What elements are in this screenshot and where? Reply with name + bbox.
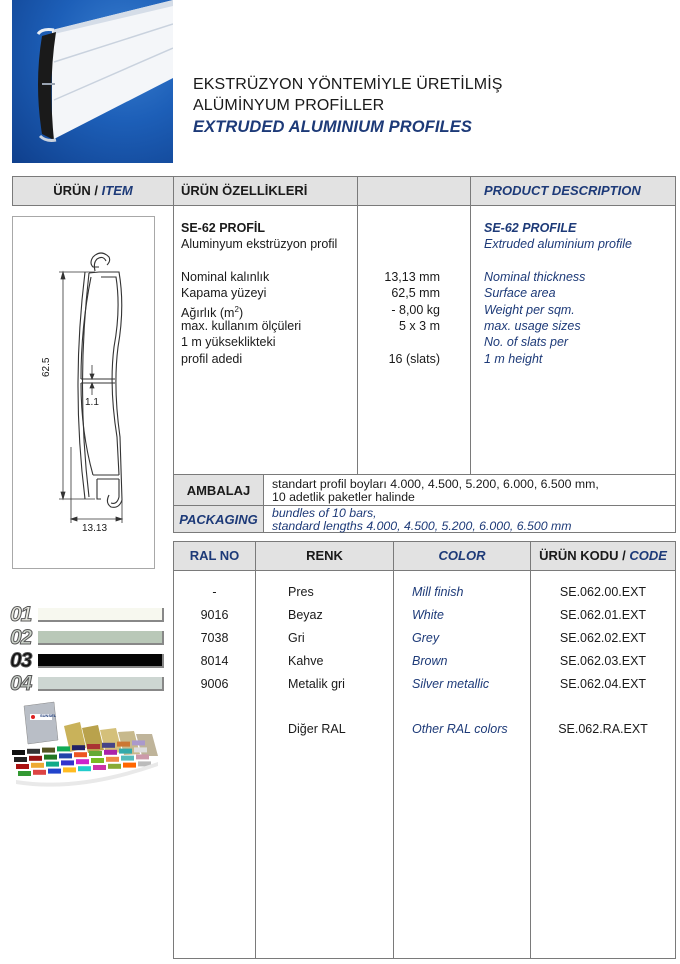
header-code-tr: ÜRÜN KODU / [539, 548, 630, 563]
spec-row-label-en: 1 m height [484, 352, 543, 366]
spec-row-label-tr: profil adedi [181, 352, 243, 366]
color-swatch [10, 626, 156, 649]
fan-chip [27, 749, 40, 754]
color-row-code: SE.062.RA.EXT [558, 722, 648, 736]
fan-chip [57, 746, 70, 751]
spec-table-body [173, 206, 676, 474]
spec-row-label-tr: Nominal kalınlık [181, 270, 270, 284]
weight-label-main: Ağırlık (m [181, 306, 235, 321]
product-subtitle-en: Extruded aluminium profile [484, 237, 632, 251]
packaging-text-tr-line2: 10 adetlik paketler halinde [272, 489, 415, 504]
color-row-ral: 7038 [200, 631, 229, 645]
fan-deck-illustration [8, 700, 158, 792]
packaging-text-en-line2: standard lengths 4.000, 4.500, 5.200, 6.000, 6.500 mm [272, 518, 572, 533]
fan-chip [108, 764, 121, 769]
spec-row-label-en: max. usage sizes [484, 319, 581, 333]
spec-row-value: 16 (slats) [388, 352, 440, 366]
color-row-ral: 8014 [200, 654, 229, 668]
header-item-en: ITEM [101, 183, 133, 198]
swatch-number: 01 [10, 603, 32, 626]
color-row-ral: 9016 [200, 608, 229, 622]
fan-chip [61, 760, 74, 765]
fan-chip [119, 749, 132, 754]
color-row-code: SE.062.02.EXT [559, 631, 647, 645]
spec-row-value: 62,5 mm [391, 286, 440, 300]
color-row-color: Mill finish [412, 585, 464, 599]
color-row-ral: - [212, 585, 217, 599]
spec-row-label-tr: 1 m yükseklikteki [181, 335, 276, 349]
fan-chip [16, 764, 29, 769]
fan-chip [106, 757, 119, 762]
color-row-ral: 9006 [200, 677, 229, 691]
swatch-bar [38, 608, 164, 622]
packaging-text-tr-line1: standart profil boyları 4.000, 4.500, 5.200, 6.000, 6.500 mm, [272, 477, 599, 491]
profile-drawing-box [12, 216, 155, 569]
fan-chip [134, 747, 147, 752]
spec-row-value: - 8,00 kg [391, 303, 440, 317]
header-renk: RENK [306, 548, 343, 563]
fan-chip [136, 754, 149, 759]
spec-row-value: 13,13 mm [384, 270, 440, 284]
spec-row-label-en: Nominal thickness [484, 270, 586, 284]
fan-chip [33, 770, 46, 775]
spec-table-header [12, 176, 676, 206]
title-tr-line1: EKSTRÜZYON YÖNTEMİYLE ÜRETİLMİŞ [193, 76, 503, 93]
fan-chip [44, 755, 57, 760]
weight-label-sup: 2 [234, 305, 239, 314]
packaging-label-en: PACKAGING [174, 506, 264, 532]
swatch-bar [38, 631, 164, 645]
aluminium-slat-illustration [12, 0, 173, 163]
color-row-renk: Gri [288, 631, 305, 645]
color-swatch [10, 603, 156, 626]
fan-chip [48, 769, 61, 774]
spec-row-label-en: No. of slats per [484, 335, 569, 349]
spec-row-value: 5 x 3 m [399, 319, 440, 333]
fan-chip [59, 753, 72, 758]
fan-chip [31, 763, 44, 768]
swatch-bar [38, 677, 164, 691]
product-name-tr: SE-62 PROFİL [181, 221, 266, 235]
color-swatch [10, 649, 156, 672]
packaging-label-tr: AMBALAJ [174, 475, 264, 505]
dimension-height-label: 62.5 [41, 357, 52, 377]
fan-chip [132, 740, 145, 745]
header-item-tr: ÜRÜN / [53, 183, 102, 198]
packaging-text-en [272, 507, 571, 532]
fan-chip [42, 748, 55, 753]
color-row-color: Other RAL colors [412, 722, 508, 736]
ral-fan-deck-image [8, 700, 158, 792]
spec-row-label-en: Surface area [484, 286, 556, 300]
fan-chip [104, 750, 117, 755]
header-code-en: CODE [629, 548, 667, 563]
packaging-row-en [173, 505, 676, 533]
packaging-text-en-line1: bundles of 10 bars, [272, 506, 377, 520]
product-name-en: SE-62 PROFILE [484, 221, 577, 235]
spec-row-label-en: Weight per sqm. [484, 303, 575, 317]
color-row-renk: Diğer RAL [288, 722, 346, 736]
title-tr-line2: ALÜMİNYUM PROFİLLER [193, 97, 385, 114]
color-row-code: SE.062.04.EXT [559, 677, 647, 691]
header-item [13, 177, 173, 205]
fan-chip [93, 765, 106, 770]
swatch-number: 02 [10, 626, 32, 649]
weight-label-end: ) [238, 306, 244, 321]
fan-chip [14, 757, 27, 762]
fan-chip [87, 744, 100, 749]
spec-row-label-tr: max. kullanım ölçüleri [181, 319, 302, 333]
profile-cross-section-drawing [13, 217, 154, 568]
color-table-body [173, 570, 676, 959]
swatch-bar [38, 654, 164, 668]
color-row-code: SE.062.03.EXT [559, 654, 647, 668]
fan-chip [29, 756, 42, 761]
fan-chip [123, 763, 136, 768]
spec-row-label-tr: Kapama yüzeyi [181, 286, 267, 300]
dimension-wall-label: 1.1 [85, 397, 99, 408]
color-row-code: SE.062.01.EXT [559, 608, 647, 622]
product-subtitle-tr: Aluminyum ekstrüzyon profil [181, 237, 338, 251]
header-code [531, 542, 675, 570]
header-description: PRODUCT DESCRIPTION [484, 183, 641, 198]
header-color: COLOR [438, 548, 486, 563]
packaging-row-tr [173, 474, 676, 506]
dimension-width-label: 13.13 [82, 523, 108, 534]
header-ral-no: RAL NO [189, 548, 240, 563]
fan-chip [72, 745, 85, 750]
fan-chip [76, 759, 89, 764]
color-table-header [173, 541, 676, 571]
packaging-text-tr [272, 478, 599, 503]
color-row-renk: Beyaz [288, 608, 323, 622]
fan-chip [91, 758, 104, 763]
fan-chip [18, 771, 31, 776]
color-row-color: Silver metallic [412, 677, 490, 691]
fan-chip [78, 766, 91, 771]
fan-chip [89, 751, 102, 756]
fan-chip [102, 743, 115, 748]
fan-chip [46, 762, 59, 767]
product-photo [12, 0, 173, 163]
swatch-number: 04 [10, 672, 32, 695]
color-row-renk: Kahve [288, 654, 324, 668]
color-swatch [10, 672, 156, 695]
color-row-color: Grey [412, 631, 440, 645]
color-row-color: Brown [412, 654, 448, 668]
color-row-renk: Pres [288, 585, 314, 599]
fan-chip [63, 767, 76, 772]
fan-chip [12, 750, 25, 755]
fan-chip [117, 742, 130, 747]
swatch-number: 03 [10, 649, 32, 672]
title-en: EXTRUDED ALUMINIUM PROFILES [193, 118, 472, 136]
fan-deck-logo-text: SUNSEL [40, 713, 57, 718]
fan-chip [74, 752, 87, 757]
color-row-renk: Metalik gri [288, 677, 345, 691]
color-row-color: White [412, 608, 444, 622]
header-features: ÜRÜN ÖZELLİKLERİ [181, 183, 308, 198]
fan-chip [121, 756, 134, 761]
color-row-code: SE.062.00.EXT [559, 585, 647, 599]
